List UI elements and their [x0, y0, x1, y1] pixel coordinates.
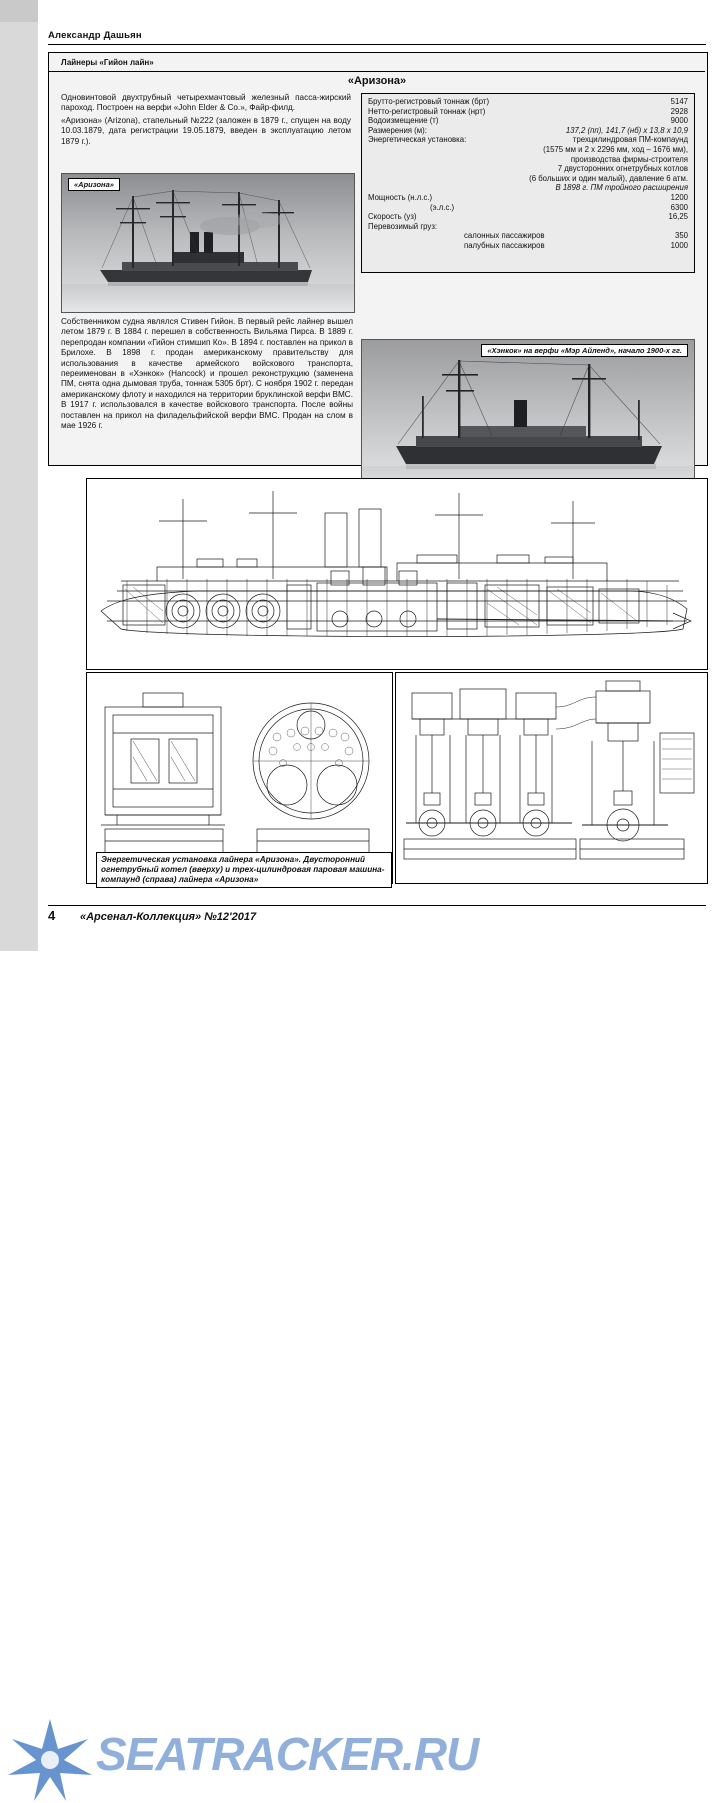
spec-value: 1000 — [670, 240, 688, 250]
watermark-star-icon — [4, 1717, 96, 1803]
spec-row — [362, 212, 694, 222]
page-content — [38, 0, 716, 951]
spec-note: производства фирмы-строителя — [570, 154, 688, 164]
spec-key: салонных пассажиров — [464, 231, 545, 241]
ship-title: «Аризона» — [347, 75, 407, 87]
section-rule — [49, 71, 705, 72]
ship-photo-illustration — [62, 174, 354, 312]
left-column-continued — [61, 317, 353, 433]
specifications-table — [361, 93, 695, 273]
left-margin-strip — [0, 0, 38, 951]
paragraph-2: «Аризона» (Arizona), стапельный №222 (заложен в 1879 г., спущен на воду 10.03.1879, дата регистрации 19.05.1879, введен в эксплуатацию летом 1879 г.). — [61, 115, 351, 146]
spec-row — [362, 97, 694, 107]
ship-cutaway-drawing — [86, 478, 708, 670]
spec-value: 2928 — [670, 106, 688, 116]
page-number: 4 — [48, 908, 56, 923]
spec-key: Водоизмещение (т) — [368, 116, 439, 126]
left-column — [61, 93, 351, 149]
paragraph-3: Собственником судна являлся Стивен Гийон. В первый рейс лайнер вышел летом 1879 г. В 1884 г. перешел в собственность Вильяма Пирса. В 1889 г. перепродан компании «Гийон стимшип Ко». В 1894 г. поставлен на прикол в Брилохе. В 1898 г. продан американскому правительству для использования в качестве армейского войскового транспорта, переименован в «Хэнкок» (Hancock) и прошел реконструкцию (заменена ПМ, снята одна дымовая труба, тоннаж 5305 брт). С ноября 1902 г. передан американскому флоту и находился на территории бруклинской верфи ВМС. В 1917 г. использовался в качестве войскового транспорта. После войны поставлен на прикол на филадельфийской верфи ВМС. Продан на слом в мае 1926 г. — [61, 317, 353, 431]
spec-row — [362, 107, 694, 117]
running-head-rule — [48, 44, 706, 45]
journal-title: «Арсенал-Коллекция» №12'2017 — [80, 911, 257, 923]
spec-value: 6300 — [670, 202, 688, 212]
footer-rule — [48, 905, 706, 906]
spec-row — [362, 222, 694, 232]
section-title: Лайнеры «Гийон лайн» — [61, 58, 154, 67]
spec-value: 9000 — [670, 116, 688, 126]
watermark-text: SEATRACKER.RU — [96, 1728, 479, 1780]
spec-value: 1200 — [670, 192, 688, 202]
running-head: Александр Дашьян — [48, 30, 142, 41]
spec-key: Перевозимый груз: — [368, 221, 438, 231]
spec-row — [362, 241, 694, 251]
engine-drawing-block — [395, 672, 708, 884]
engine-svg — [396, 673, 707, 883]
spec-note: В 1898 г. ПМ тройного расширения — [555, 183, 688, 193]
spec-row — [362, 135, 694, 145]
paragraph-1: Одновинтовой двухтрубный четырехмачтовый железный пасса-жирский пароход. Построен на верфи «John Elder & Co.», Файр-филд. — [61, 93, 351, 113]
spec-row — [362, 193, 694, 203]
spec-row — [362, 126, 694, 136]
spec-note: (6 больших и один малый), давление 6 атм. — [529, 173, 688, 183]
spec-row — [362, 116, 694, 126]
spec-value: 350 — [674, 231, 688, 241]
spec-key: Скорость (уз) — [368, 212, 417, 222]
drawing-caption: Энергетическая установка лайнера «Аризона». Двусторонний огнетрубный котел (вверху) и трех-цилиндровая паровая машина-компаунд (справа) лайнера «Аризона» — [96, 852, 392, 888]
spec-key: Брутто-регистровый тоннаж (брт) — [368, 97, 490, 106]
spec-key: Мощность (н.л.с.) — [368, 192, 433, 202]
cutaway-svg — [87, 479, 707, 669]
spec-value: 5147 — [670, 97, 688, 106]
photo-arizona-caption: «Аризона» — [68, 178, 120, 191]
left-margin-corner — [0, 0, 38, 22]
spec-key: Энергетическая установка: — [368, 135, 467, 145]
spec-value: 137,2 (пп), 141,7 (нб) х 13,8 х 10,9 — [565, 125, 688, 135]
spec-key: палубных пассажиров — [464, 240, 545, 250]
spec-key: (э.л.с.) — [430, 202, 455, 212]
spec-row — [362, 231, 694, 241]
spec-value: трехцилиндровая ПМ-компаунд — [572, 135, 688, 145]
photo-arizona — [61, 173, 355, 313]
photo-hancock-caption: «Хэнкок» на верфи «Мэр Айленд», начало 1900-х гг. — [481, 344, 688, 357]
spec-row — [362, 203, 694, 213]
article-block — [48, 52, 708, 466]
spec-key: Нетто-регистровый тоннаж (нрт) — [368, 106, 486, 116]
spec-note: 7 двусторонних огнетрубных котлов — [557, 164, 688, 174]
spec-value: 16,25 — [668, 212, 688, 222]
spec-key: Размерения (м): — [368, 125, 427, 135]
spec-note: (1575 мм и 2 х 2296 мм, ход – 1676 мм), — [543, 144, 688, 154]
